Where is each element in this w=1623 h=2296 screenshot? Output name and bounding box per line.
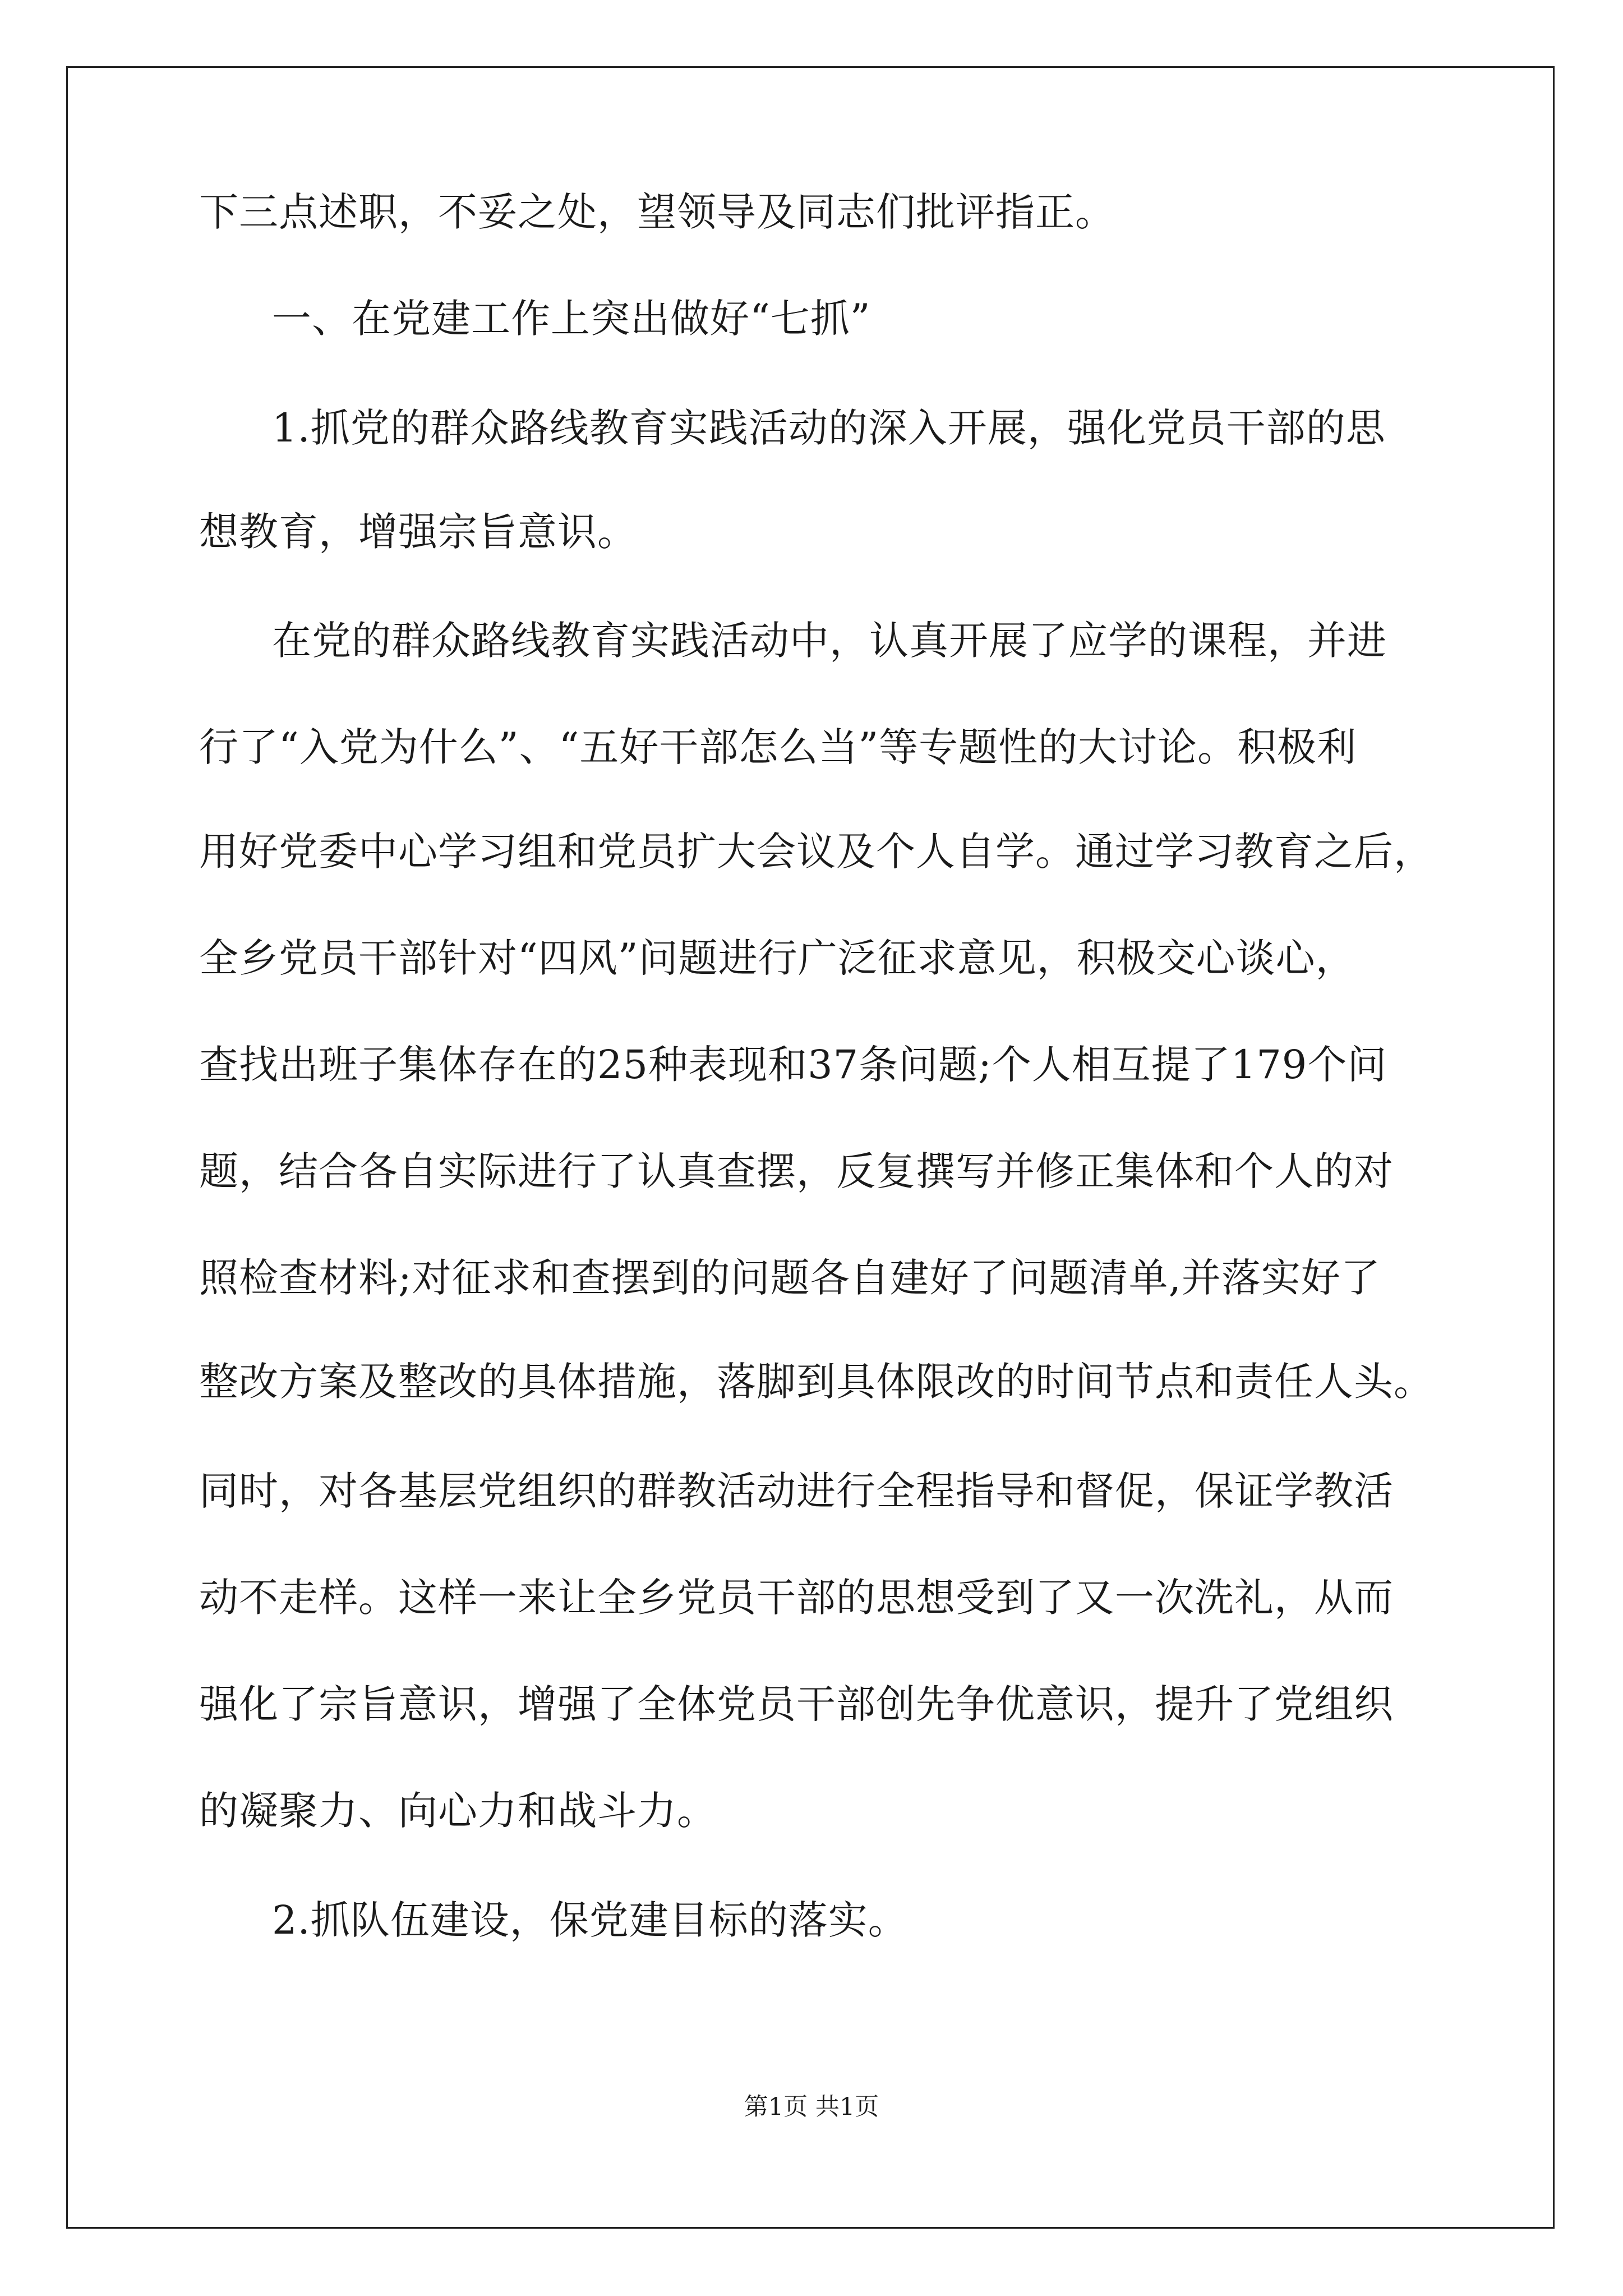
text-line: 动不走样。这样一来让全乡党员干部的思想受到了又一次洗礼，从而 [199,1575,1394,1621]
subsection-heading: 1.抓党的群众路线教育实践活动的深入开展，强化党员干部的思 [272,405,1386,451]
section-heading: 一、在党建工作上突出做好“七抓” [272,296,871,342]
paragraph-first-line: 在党的群众路线教育实践活动中，认真开展了应学的课程，并进 [272,618,1387,664]
text-line: 行了“入党为什么”、“五好干部怎么当”等专题性的大讨论。积极利 [199,724,1357,770]
text-line: 强化了宗旨意识，增强了全体党员干部创先争优意识，提升了党组织 [199,1681,1394,1727]
page-footer: 第1页 共1页 [744,2093,879,2121]
text-line: 照检查材料;对征求和查摆到的问题各自建好了问题清单,并落实好了 [199,1255,1381,1301]
text-line: 用好党委中心学习组和党员扩大会议及个人自学。通过学习教育之后， [199,829,1433,875]
subsection-heading: 2.抓队伍建设，保党建目标的落实。 [272,1897,908,1943]
text-line: 全乡党员干部针对“四风”问题进行广泛征求意见，积极交心谈心， [199,935,1355,981]
text-line: 查找出班子集体存在的25种表现和37条问题;个人相互提了179个问 [199,1042,1387,1088]
text-line: 想教育，增强宗旨意识。 [199,509,637,555]
text-line: 题，结合各自实际进行了认真查摆，反复撰写并修正集体和个人的对 [199,1148,1394,1194]
text-line: 的凝聚力、向心力和战斗力。 [199,1788,717,1834]
text-line: 整改方案及整改的具体措施，落脚到具体限改的时间节点和责任人头。 [199,1359,1433,1405]
text-line: 下三点述职，不妥之处，望领导及同志们批评指正。 [199,189,1115,235]
text-line: 同时，对各基层党组织的群教活动进行全程指导和督促，保证学教活 [199,1468,1394,1514]
